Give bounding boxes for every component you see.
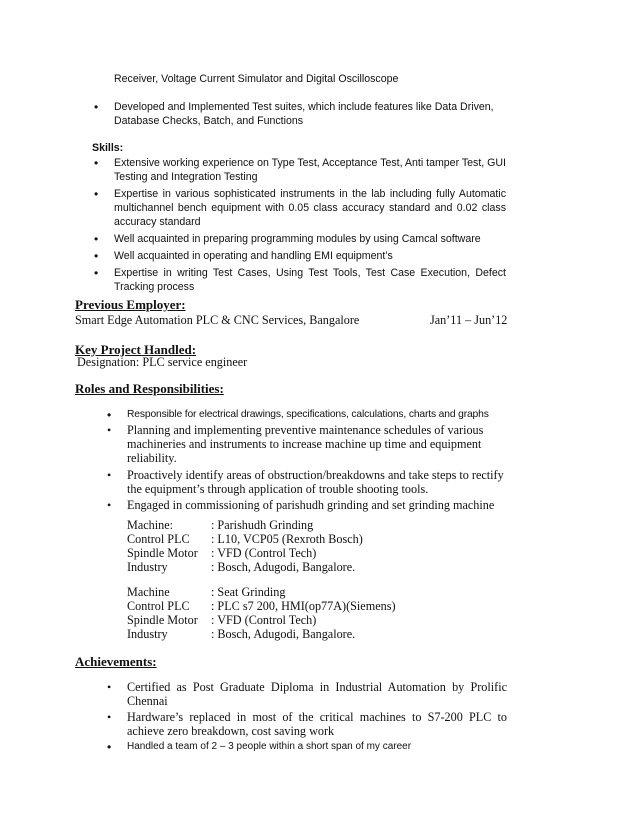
spindle-motor-key: Spindle Motor bbox=[127, 613, 198, 627]
industry-row bbox=[127, 560, 447, 574]
employer-company: Smart Edge Automation PLC & CNC Services, Bangalore bbox=[75, 313, 360, 327]
spindle-motor-value: : VFD (Control Tech) bbox=[211, 546, 317, 560]
skills-label: Skills: bbox=[92, 142, 124, 154]
list-item: • Planning and implementing preventive maintenance schedules of various machineries and instruments to increase machine up time and equipment reliability. bbox=[127, 423, 512, 465]
machine-value: : Seat Grinding bbox=[211, 585, 286, 599]
list-item: • Responsible for electrical drawings, specifications, calculations, charts and graphs bbox=[127, 408, 512, 422]
list-item: • Hardware’s replaced in most of the critical machines to S7-200 PLC to achieve zero breakdown, cost saving work bbox=[127, 710, 507, 738]
list-item: • Proactively identify areas of obstruction/breakdowns and take steps to rectify the equipment’s through application of trouble shooting tools. bbox=[127, 468, 512, 496]
list-item: • Developed and Implemented Test suites, which include features like Data Driven, Database Checks, Batch, and Functions bbox=[114, 100, 506, 128]
previous-employer-heading: Previous Employer: bbox=[75, 297, 186, 312]
control-plc-row bbox=[127, 599, 447, 613]
list-item: • Well acquainted in preparing programming modules by using Camcal software bbox=[114, 232, 506, 246]
list-item: • Well acquainted in operating and handling EMI equipment’s bbox=[114, 249, 506, 263]
key-project-heading: Key Project Handled: bbox=[75, 342, 197, 357]
list-item: • Certified as Post Graduate Diploma in Industrial Automation by Prolific Chennai bbox=[127, 680, 507, 708]
list-item: • Expertise in writing Test Cases, Using Test Tools, Test Case Execution, Defect Tracking process bbox=[114, 266, 506, 294]
list-item: • Engaged in commissioning of parishudh grinding and set grinding machine bbox=[127, 498, 512, 512]
spindle-motor-row bbox=[127, 546, 447, 560]
machine-row bbox=[127, 518, 447, 532]
top-bullet-list bbox=[114, 100, 506, 128]
spindle-motor-row bbox=[127, 613, 447, 627]
skills-list bbox=[114, 156, 506, 294]
industry-value: : Bosch, Adugodi, Bangalore. bbox=[211, 560, 356, 574]
employer-dates: Jan’11 – Jun’12 bbox=[430, 313, 508, 327]
designation: Designation: PLC service engineer bbox=[77, 355, 248, 369]
control-plc-value: : L10, VCP05 (Rexroth Bosch) bbox=[211, 532, 363, 546]
spindle-motor-key: Spindle Motor bbox=[127, 546, 198, 560]
roles-heading: Roles and Responsibilities: bbox=[75, 381, 224, 396]
machine-block-1 bbox=[127, 518, 447, 574]
achievements-heading: Achievements: bbox=[75, 654, 157, 669]
control-plc-value: : PLC s7 200, HMI(op77A)(Siemens) bbox=[211, 599, 396, 613]
industry-key: Industry bbox=[127, 627, 168, 641]
industry-key: Industry bbox=[127, 560, 168, 574]
industry-value: : Bosch, Adugodi, Bangalore. bbox=[211, 627, 356, 641]
machine-key: Machine: bbox=[127, 518, 174, 532]
machine-key: Machine bbox=[127, 585, 170, 599]
list-item: • Handled a team of 2 – 3 people within a short span of my career bbox=[127, 740, 507, 754]
machine-block-2 bbox=[127, 585, 447, 641]
achievements-list bbox=[127, 680, 507, 754]
machine-row bbox=[127, 585, 447, 599]
list-item: • Expertise in various sophisticated instruments in the lab including fully Automatic multichannel bench equipment with 0.05 class accuracy standard and 0.02 class accuracy standard bbox=[114, 187, 506, 229]
list-item: • Extensive working experience on Type Test, Acceptance Test, Anti tamper Test, GUI Testing and Integration Testing bbox=[114, 156, 506, 184]
machine-value: : Parishudh Grinding bbox=[211, 518, 314, 532]
control-plc-key: Control PLC bbox=[127, 532, 190, 546]
industry-row bbox=[127, 627, 447, 641]
control-plc-key: Control PLC bbox=[127, 599, 190, 613]
continuation-line: Receiver, Voltage Current Simulator and Digital Oscilloscope bbox=[114, 73, 399, 85]
spindle-motor-value: : VFD (Control Tech) bbox=[211, 613, 317, 627]
control-plc-row bbox=[127, 532, 447, 546]
roles-list bbox=[127, 408, 512, 512]
